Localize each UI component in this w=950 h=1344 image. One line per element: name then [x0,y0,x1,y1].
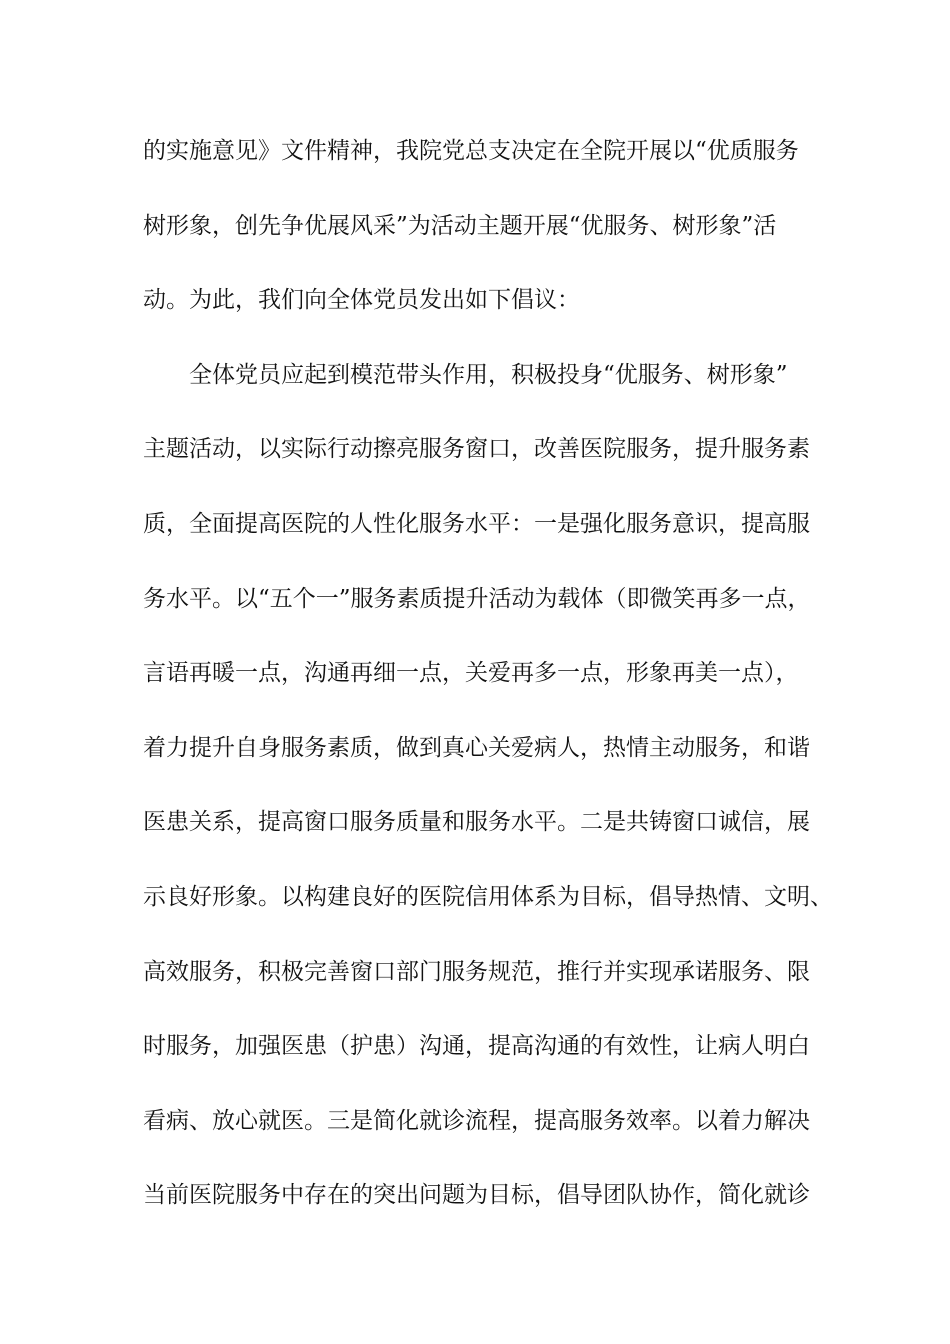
body-text [143,131,843,1250]
text-line: 看病、放心就医。三是简化就诊流程，提高服务效率。以着力解决 [143,1107,810,1134]
text-line: 医患关系，提高窗口服务质量和服务水平。二是共铸窗口诚信，展 [143,809,810,836]
text-line: 主题活动，以实际行动擦亮服务窗口，改善医院服务，提升服务素 [143,436,810,463]
text-line: 务水平。以“五个一”服务素质提升活动为载体（即微笑再多一点， [143,585,811,612]
text-line: 质，全面提高医院的人性化服务水平：一是强化服务意识，提高服 [143,510,810,537]
paragraph-first-line: 全体党员应起到模范带头作用，积极投身“优服务、树形象” [189,361,788,388]
text-line: 动。为此，我们向全体党员发出如下倡议： [143,287,580,314]
text-line: 高效服务，积极完善窗口部门服务规范，推行并实现承诺服务、限 [143,958,810,985]
text-line: 树形象，创先争优展风采”为活动主题开展“优服务、树形象”活 [143,212,777,239]
text-line: 言语再暖一点，沟通再细一点，关爱再多一点，形象再美一点）， [143,660,799,687]
text-line: 示良好形象。以构建良好的医院信用体系为目标，倡导热情、文明、 [143,883,833,910]
text-line: 着力提升自身服务素质，做到真心关爱病人，热情主动服务，和谐 [143,734,810,761]
text-line: 时服务，加强医患（护患）沟通，提高沟通的有效性，让病人明白 [143,1033,810,1060]
text-line: 当前医院服务中存在的突出问题为目标，倡导团队协作，简化就诊 [143,1182,810,1209]
text-line: 的实施意见》文件精神，我院党总支决定在全院开展以“优质服务 [143,138,799,164]
